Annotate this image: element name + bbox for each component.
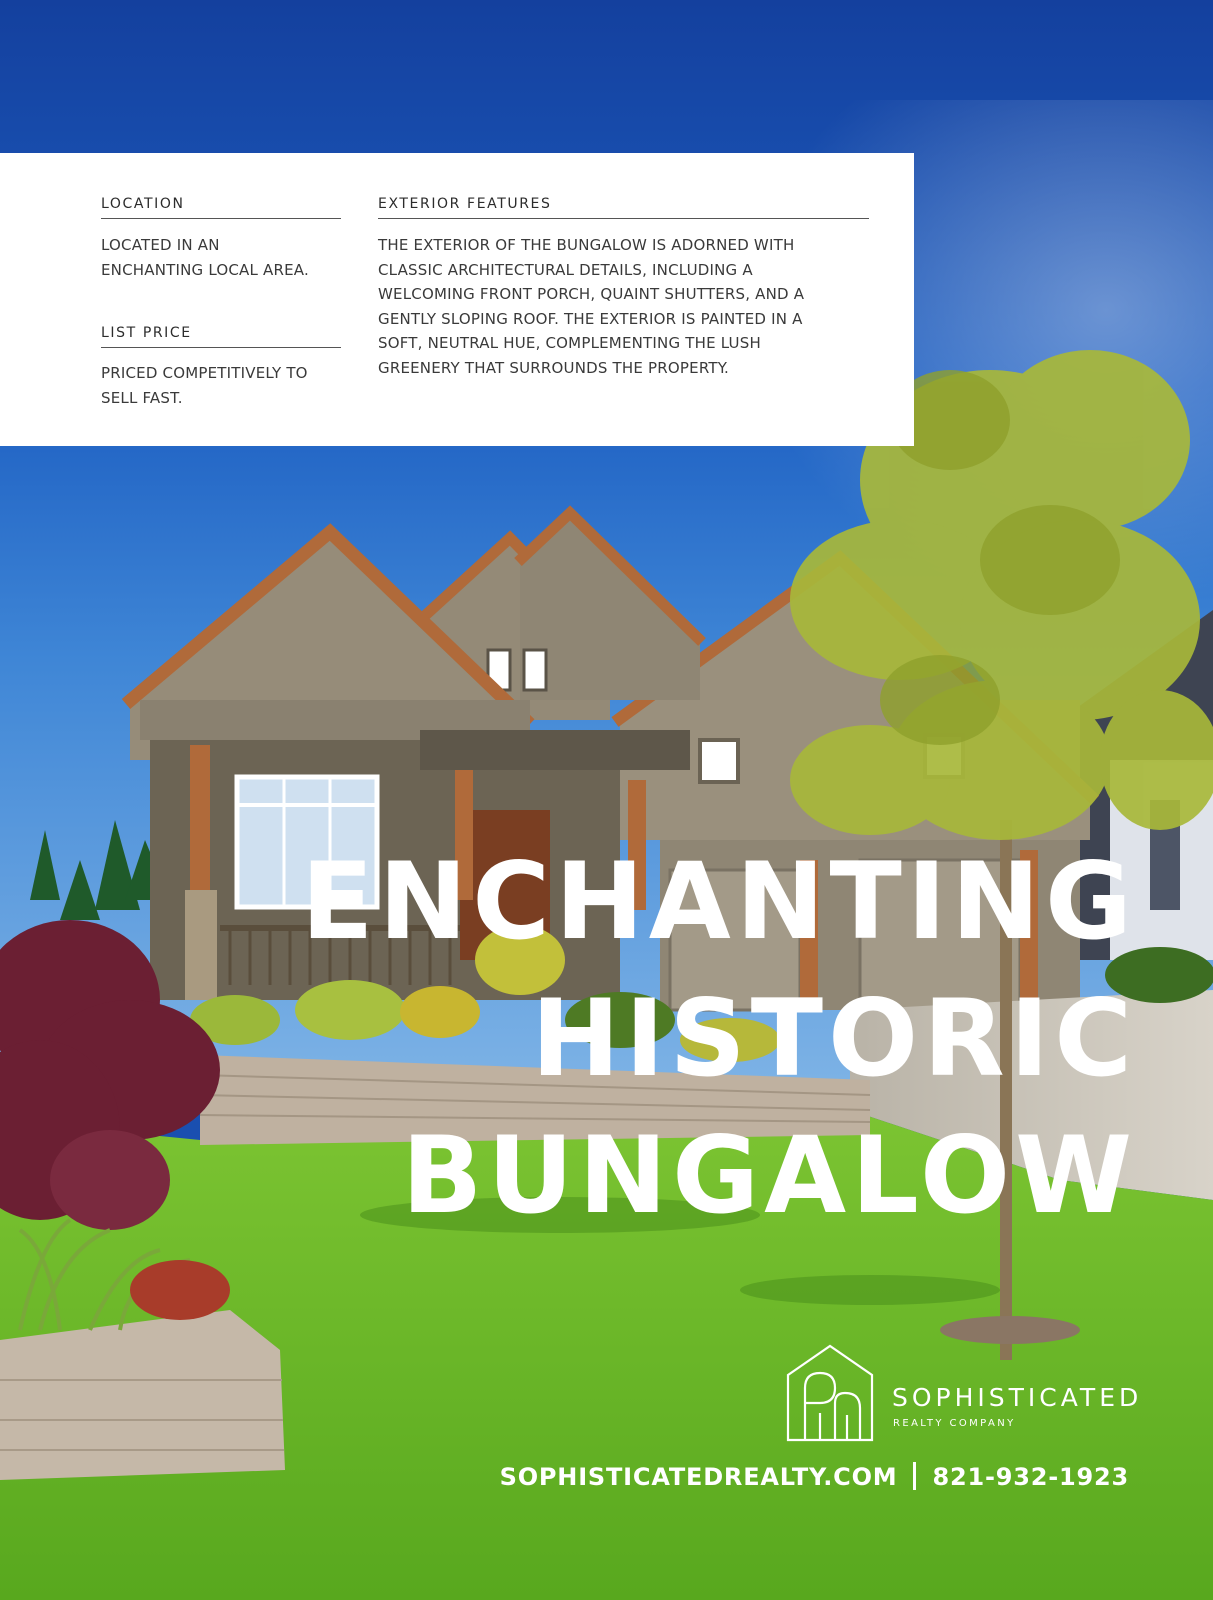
headline-line: HISTORIC — [531, 977, 1137, 1100]
list-price-heading: LIST PRICE — [101, 325, 341, 348]
text-line: CLASSIC ARCHITECTURAL DETAILS, INCLUDING A — [378, 260, 753, 279]
text-line: LOCATED IN AN — [101, 236, 220, 254]
list-price-text — [101, 361, 351, 410]
text-line: WELCOMING FRONT PORCH, QUAINT SHUTTERS, AND A — [378, 285, 805, 303]
contact-line — [500, 1462, 1129, 1491]
house-monogram-icon — [785, 1343, 875, 1443]
info-card — [0, 153, 914, 446]
text-line: GREENERY THAT SURROUNDS THE PROPERTY. — [378, 358, 730, 377]
headline — [301, 833, 1137, 1244]
exterior-features-heading: EXTERIOR FEATURES — [378, 196, 869, 219]
headline-line: ENCHANTING — [301, 840, 1137, 963]
text-line: PRICED COMPETITIVELY TO — [101, 364, 308, 382]
brand-name: SOPHISTICATED — [892, 1383, 1143, 1412]
brand-tagline: REALTY COMPANY — [893, 1418, 1016, 1429]
text-line: SELL FAST. — [101, 388, 183, 407]
text-line: SOFT, NEUTRAL HUE, COMPLEMENTING THE LUSH — [378, 334, 761, 352]
divider — [913, 1462, 916, 1490]
headline-line: BUNGALOW — [401, 1114, 1137, 1237]
location-heading: LOCATION — [101, 196, 341, 219]
website-link[interactable]: SOPHISTICATEDREALTY.COM — [499, 1463, 898, 1491]
red-flowers — [130, 1260, 230, 1320]
location-text — [101, 233, 351, 282]
text-line: GENTLY SLOPING ROOF. THE EXTERIOR IS PAINTED IN A — [378, 309, 803, 328]
text-line: THE EXTERIOR OF THE BUNGALOW IS ADORNED WITH — [378, 236, 795, 254]
planter-wall — [0, 1310, 285, 1480]
text-line: ENCHANTING LOCAL AREA. — [101, 260, 309, 279]
phone-number[interactable]: 821-932-1923 — [932, 1463, 1129, 1491]
exterior-features-text — [378, 233, 878, 380]
